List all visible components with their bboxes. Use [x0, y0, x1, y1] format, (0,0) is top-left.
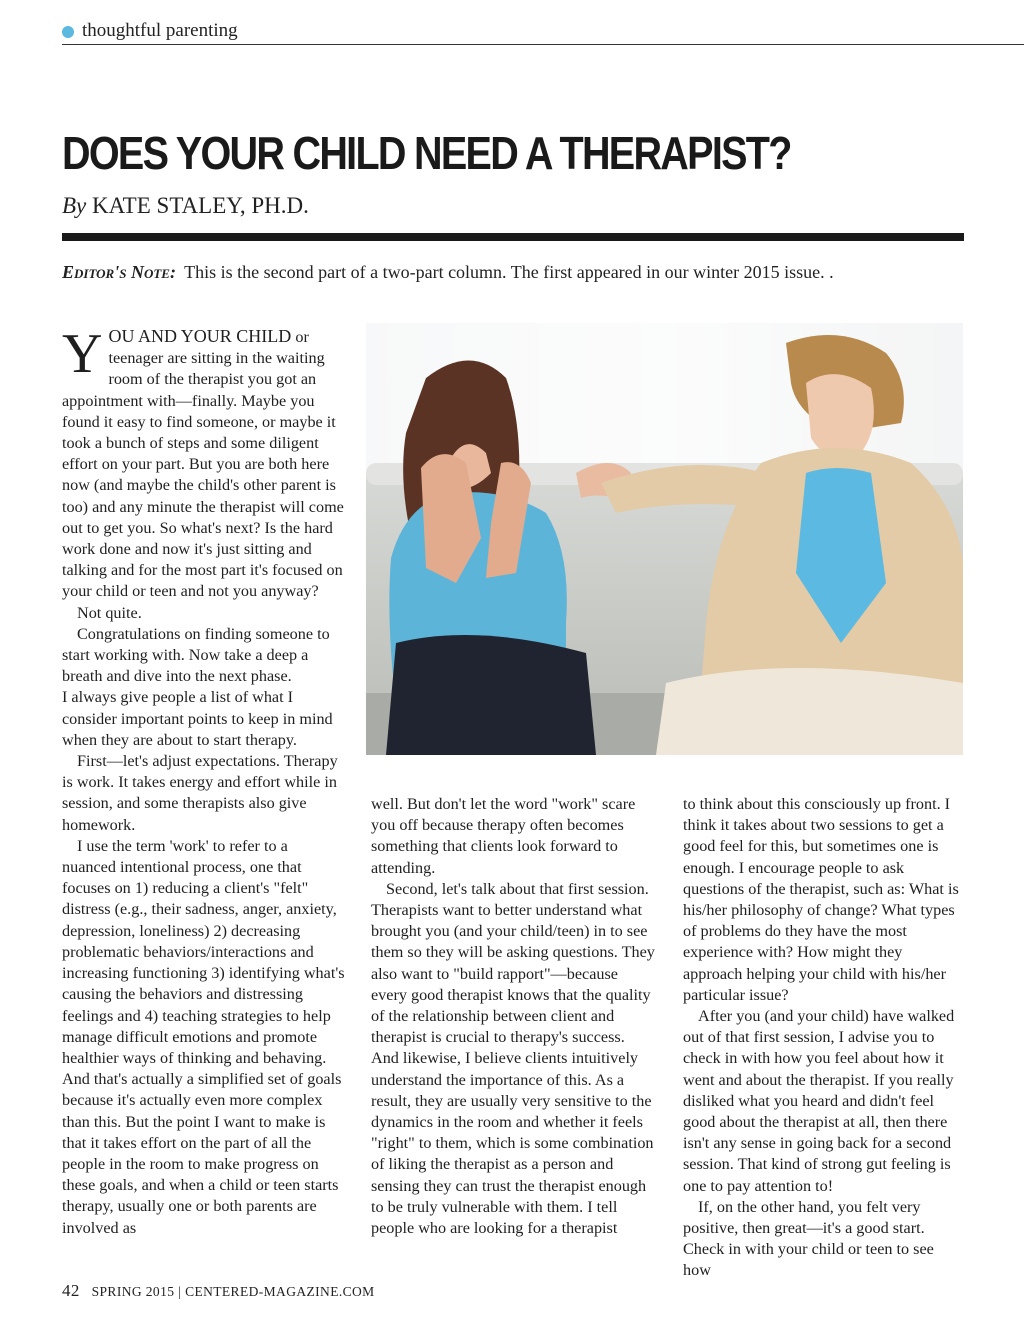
issue-label: SPRING 2015 — [91, 1284, 175, 1299]
paragraph: Not quite. — [77, 603, 142, 622]
site-url: CENTERED-MAGAZINE.COM — [185, 1284, 375, 1299]
paragraph: If, on the other hand, you felt very positive, then great—it's a good start. Check in with your child or teen to see how — [683, 1197, 934, 1280]
article-column-3 — [683, 794, 965, 1282]
editor-note-text: This is the second part of a two-part column. The first appeared in our winter 2015 issue. . — [184, 262, 834, 282]
byline — [62, 193, 309, 219]
article-title: DOES YOUR CHILD NEED A THERAPIST? — [62, 127, 791, 179]
footer-separator: | — [178, 1284, 182, 1299]
paragraph: After you (and your child) have walked out of that first session, I advise you to check in with how you feel about how it went and about the therapist. If you really disliked what you heard and didn't feel good about the therapist at all, then there isn't any sense in going back for a second session. That kind of strong gut feeling is one to pay attention to! — [683, 1007, 955, 1195]
section-header — [62, 20, 1024, 45]
editor-note — [62, 262, 834, 283]
paragraph: First—let's adjust expectations. Therapy is work. It takes energy and effort while in session, and some therapists also give homework. — [62, 752, 338, 834]
editor-note-label: Editor's Note: — [62, 262, 176, 282]
author-name: KATE STALEY, PH.D. — [92, 193, 309, 218]
article-column-2 — [371, 794, 655, 1239]
paragraph-text: or teenager are sitting in the waiting room of the therapist you got an appointment with—finally. Maybe you found it easy to find someone, or maybe it took a bunch of steps and some diligent effort on your part. But you are both here now (and maybe the child's other parent is too) and any minute the therapist will come out to get you. So what's next? Is the hard work done and now it's just sitting and talking and for the most part it's focused on your child or teen and not you anyway? — [62, 328, 344, 601]
section-label: thoughtful parenting — [82, 20, 238, 41]
section-bullet-icon — [62, 26, 74, 38]
drop-cap: Y — [62, 323, 103, 385]
article-column-1 — [62, 323, 345, 1239]
paragraph: I use the term 'work' to refer to a nuanced intentional process, one that focuses on 1) reducing a client's "felt" distress (e.g., their sadness, anger, anxiety, depression, loneliness) 2) decreasing problematic behaviors/interactions and increasing functioning 3) identifying what's causing the behaviors and distressing feelings and 4) teaching strategies to help manage difficult emotions and promote healthier ways of thinking and behaving. And that's actually a simplified set of goals because it's actually even more complex than this. But the point I want to make is that it takes effort on the part of all the people in the room to make progress on these goals, and when a child or teen starts therapy, usually one or both parents are involved as — [62, 836, 345, 1237]
paragraph: Second, let's talk about that first session. Therapists want to better understand what brought you (and your child/teen) in to see them so they will be asking questions. They also want to "build rapport"—because every good therapist knows that the quality of the relationship between client and therapist is crucial to therapy's success. And likewise, I believe clients intuitively understand the importance of this. As a result, they are usually very sensitive to the dynamics in the room and whether it feels "right" to them, which is some combination of liking the therapist as a person and sensing they can trust the therapist enough to be truly vulnerable with them. I tell people who are looking for a therapist — [371, 879, 655, 1238]
lead-in: OU AND YOUR CHILD — [108, 326, 292, 346]
byline-prefix: By — [62, 193, 87, 218]
article-photo — [366, 323, 963, 755]
page-footer — [62, 1281, 375, 1301]
paragraph: to think about this consciously up front. I think it takes about two sessions to get a good feel for this, but sometimes one is enough. I encourage people to ask questions of the therapist, such as: What is his/her philosophy of change? What types of problems do they have the most experience with? How might they approach helping your child with his/her particular issue? — [683, 795, 959, 1004]
page-number: 42 — [62, 1281, 80, 1300]
paragraph: Congratulations on finding someone to start working with. Now take a deep a breath and dive into the next phase. — [62, 624, 330, 686]
title-divider — [62, 233, 964, 241]
paragraph: well. But don't let the word "work" scare you off because therapy often becomes something that clients look forward to attending. — [371, 795, 636, 877]
paragraph: I always give people a list of what I consider important points to keep in mind when they are about to start therapy. — [62, 688, 333, 749]
opening-paragraph — [62, 323, 345, 603]
